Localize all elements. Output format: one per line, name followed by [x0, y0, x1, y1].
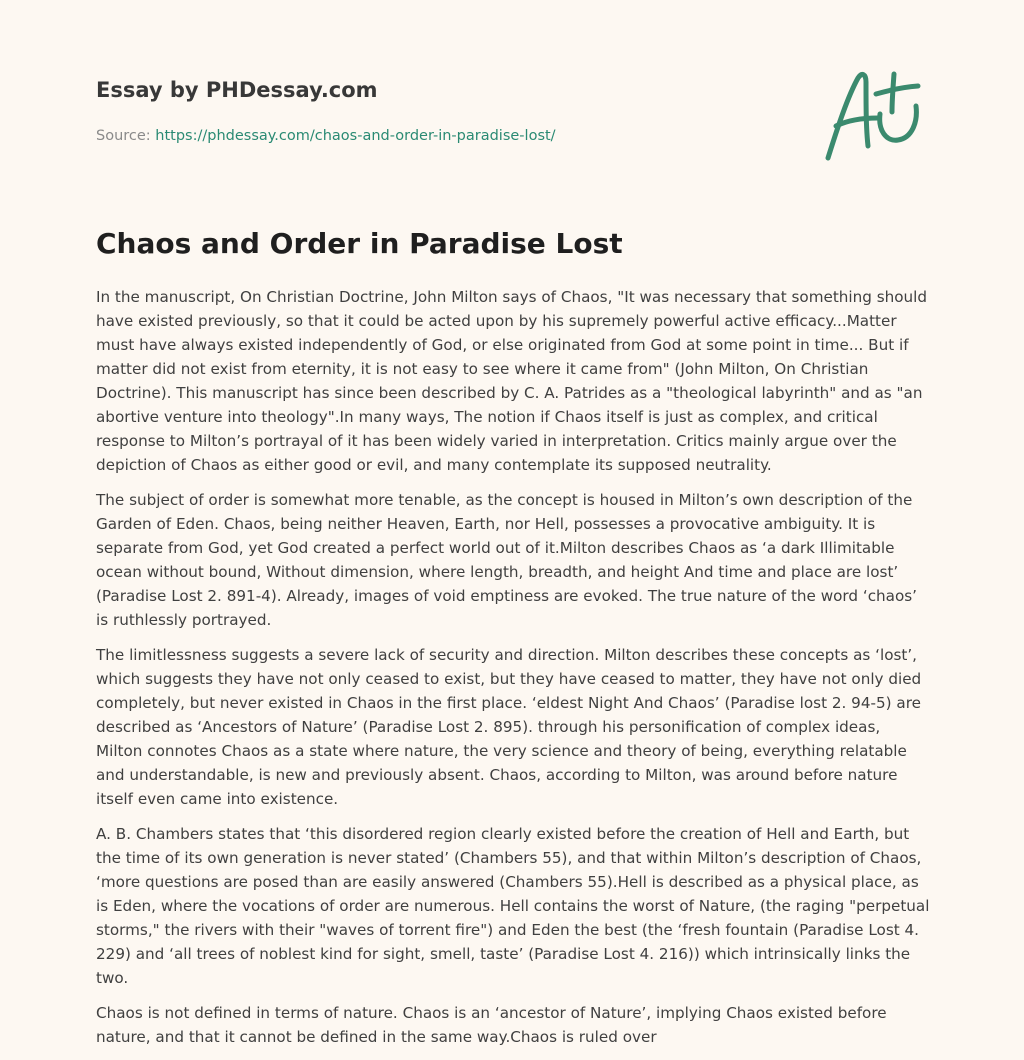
essay-body	[96, 285, 930, 1060]
source-label: Source:	[96, 128, 151, 144]
page-header	[96, 76, 928, 146]
essay-title: Chaos and Order in Paradise Lost	[96, 227, 623, 260]
essay-paragraph: In the manuscript, On Christian Doctrine, John Milton says of Chaos, "It was necessary that something should have existed previously, so that it could be acted upon by his supremely powerful active efficacy...Matter must have always existed independently of God, or else originated from God at some point in time... But if matter did not exist from eternity, it is not easy to see where it came from" (John Milton, On Christian Doctrine). This manuscript has since been described by C. A. Patrides as a "theological labyrinth" and as "an abortive venture into theology".In many ways, The notion if Chaos itself is just as complex, and critical response to Milton’s portrayal of it has been widely varied in interpretation. Critics mainly argue over the depiction of Chaos as either good or evil, and many contemplate its supposed neutrality.	[96, 288, 928, 474]
essay-paragraph: A. B. Chambers states that ‘this disordered region clearly existed before the creation of Hell and Earth, but the time of its own generation is never stated’ (Chambers 55), and that within Milton’s description of Chaos, ‘more questions are posed than are easily answered (Chambers 55).Hell is described as a physical place, as is Eden, where the vocations of order are numerous. Hell contains the worst of Nature, (the raging "perpetual storms," the rivers with their "waves of torrent fire") and Eden the best (the ‘fresh fountain (Paradise Lost 4. 229) and ‘all trees of noblest kind for sight, smell, taste’ (Paradise Lost 4. 216)) which intrinsically links the two.	[96, 825, 930, 987]
site-title: Essay by PHDessay.com	[96, 78, 378, 102]
source-link[interactable]: https://phdessay.com/chaos-and-order-in-paradise-lost/	[155, 128, 556, 144]
source-line	[96, 126, 928, 146]
essay-paragraph: Chaos is not defined in terms of nature. Chaos is an ‘ancestor of Nature’, implying Chaos existed before nature, and that it cannot be defined in the same way.Chaos is ruled over	[96, 1004, 887, 1046]
essay-paragraph: The limitlessness suggests a severe lack of security and direction. Milton describes these concepts as ‘lost’, which suggests they have not only ceased to exist, but they have ceased to matter, they have not only died completely, but never existed in Chaos in the first place. ‘eldest Night And Chaos’ (Paradise lost 2. 94-5) are described as ‘Ancestors of Nature’ (Paradise Lost 2. 895). through his personification of complex ideas, Milton connotes Chaos as a state where nature, the very science and theory of being, everything relatable and understandable, is new and previously absent. Chaos, according to Milton, was around before nature itself even came into existence.	[96, 646, 922, 808]
a-plus-logo-icon	[820, 66, 930, 166]
essay-paragraph: The subject of order is somewhat more tenable, as the concept is housed in Milton’s own description of the Garden of Eden. Chaos, being neither Heaven, Earth, nor Hell, possesses a provocative ambiguity. It is separate from God, yet God created a perfect world out of it.Milton describes Chaos as ‘a dark Illimitable ocean without bound, Without dimension, where length, breadth, and height And time and place are lost’ (Paradise Lost 2. 891-4). Already, images of void emptiness are evoked. The true nature of the word ‘chaos’ is ruthlessly portrayed.	[96, 491, 918, 629]
